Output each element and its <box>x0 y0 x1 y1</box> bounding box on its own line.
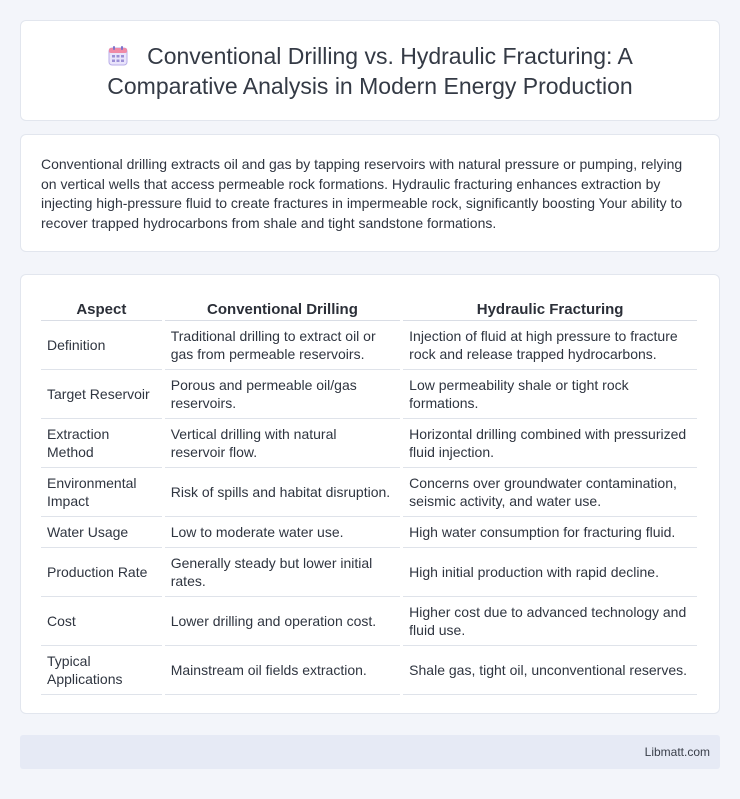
intro-paragraph: Conventional drilling extracts oil and gas by tapping reservoirs with natural pressure or pumping, relying on vertical wells that access permeable rock formations. Hydraulic fracturing enhances extraction by injecting high-pressure fluid to create fractures in impermeable rock, significantly boosting Your ability to recover trapped hydrocarbons from shale and tight sandstone formations. <box>41 156 683 231</box>
table-header-row <box>41 295 697 321</box>
table-row <box>41 370 697 419</box>
conventional-cell: Lower drilling and operation cost. <box>165 597 400 646</box>
conventional-cell: Vertical drilling with natural reservoir flow. <box>165 419 400 468</box>
fracturing-cell: Shale gas, tight oil, unconventional reserves. <box>403 646 697 695</box>
comparison-table-card <box>20 274 720 714</box>
calendar-grid-icon <box>107 44 129 66</box>
table-row <box>41 419 697 468</box>
aspect-cell: Cost <box>41 597 162 646</box>
aspect-cell: Environmental Impact <box>41 468 162 517</box>
conventional-cell: Generally steady but lower initial rates. <box>165 548 400 597</box>
page-title <box>60 41 680 101</box>
comparison-table <box>38 295 700 695</box>
table-row <box>41 321 697 370</box>
fracturing-cell: Horizontal drilling combined with pressurized fluid injection. <box>403 419 697 468</box>
table-row <box>41 597 697 646</box>
conventional-cell: Mainstream oil fields extraction. <box>165 646 400 695</box>
aspect-cell: Water Usage <box>41 517 162 548</box>
table-row <box>41 517 697 548</box>
fracturing-cell: Concerns over groundwater contamination, seismic activity, and water use. <box>403 468 697 517</box>
title-card <box>20 20 720 121</box>
aspect-cell: Definition <box>41 321 162 370</box>
column-header-fracturing: Hydraulic Fracturing <box>403 295 697 321</box>
fracturing-cell: High water consumption for fracturing fluid. <box>403 517 697 548</box>
fracturing-cell: High initial production with rapid decline. <box>403 548 697 597</box>
aspect-cell: Production Rate <box>41 548 162 597</box>
aspect-cell: Extraction Method <box>41 419 162 468</box>
aspect-cell: Typical Applications <box>41 646 162 695</box>
fracturing-cell: Higher cost due to advanced technology and fluid use. <box>403 597 697 646</box>
aspect-cell: Target Reservoir <box>41 370 162 419</box>
page-title-text: Conventional Drilling vs. Hydraulic Fracturing: A Comparative Analysis in Modern Energy Production <box>107 42 633 99</box>
conventional-cell: Traditional drilling to extract oil or gas from permeable reservoirs. <box>165 321 400 370</box>
intro-card <box>20 134 720 252</box>
fracturing-cell: Injection of fluid at high pressure to fracture rock and release trapped hydrocarbons. <box>403 321 697 370</box>
column-header-conventional: Conventional Drilling <box>165 295 400 321</box>
column-header-aspect: Aspect <box>41 295 162 321</box>
title-wrap <box>60 41 680 101</box>
footer-site-link[interactable]: Libmatt.com <box>644 745 710 759</box>
table-row <box>41 548 697 597</box>
conventional-cell: Risk of spills and habitat disruption. <box>165 468 400 517</box>
table-row <box>41 646 697 695</box>
fracturing-cell: Low permeability shale or tight rock formations. <box>403 370 697 419</box>
footer-bar <box>20 735 720 769</box>
conventional-cell: Low to moderate water use. <box>165 517 400 548</box>
table-row <box>41 468 697 517</box>
conventional-cell: Porous and permeable oil/gas reservoirs. <box>165 370 400 419</box>
